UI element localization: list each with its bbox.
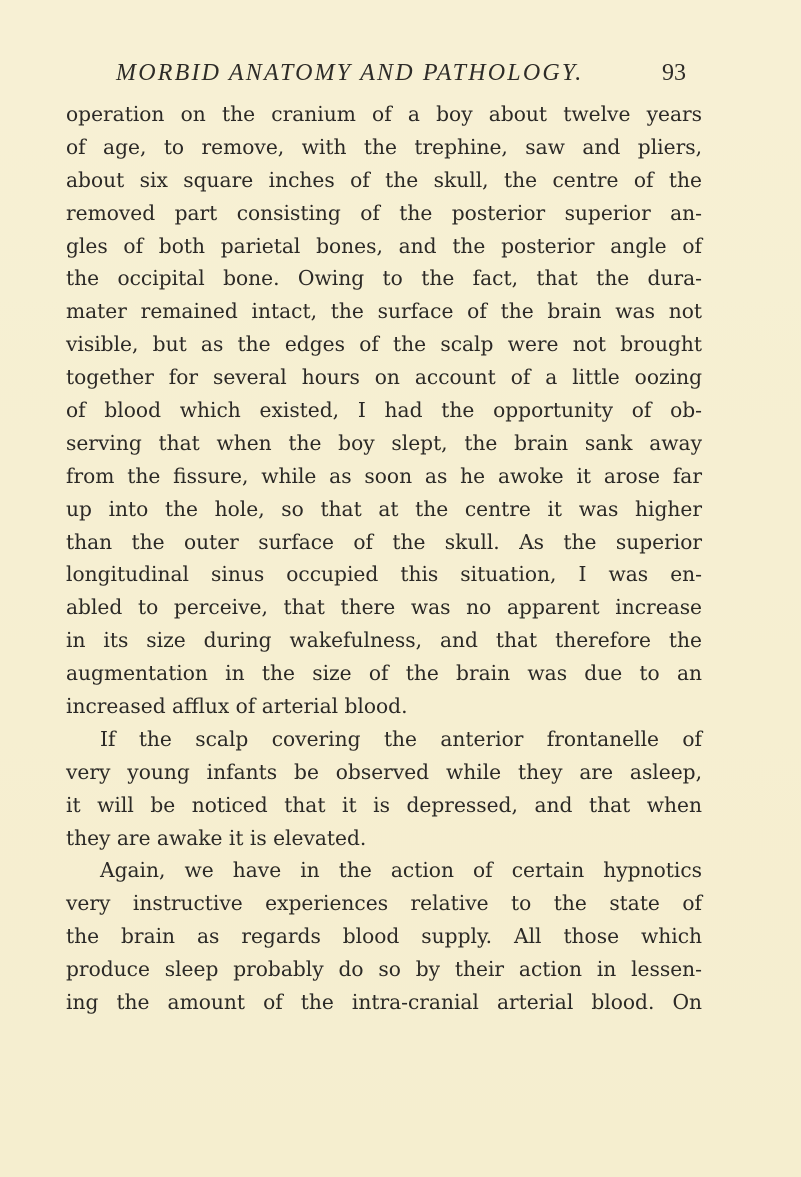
text-line: removed part consisting of the posterior superior an- — [66, 200, 702, 225]
text-line: than the outer surface of the skull. As the superior — [66, 529, 702, 554]
text-line: If the scalp covering the anterior frontanelle of — [100, 726, 702, 751]
body-text — [66, 98, 702, 1019]
text-line: mater remained intact, the surface of the brain was not — [66, 299, 702, 324]
text-line: it will be noticed that it is depressed, and that when — [66, 792, 702, 817]
text-line: augmentation in the size of the brain was due to an — [66, 661, 702, 686]
text-line: longitudinal sinus occupied this situation, I was en- — [66, 562, 702, 587]
text-line: up into the hole, so that at the centre it was higher — [66, 496, 702, 521]
text-line: of age, to remove, with the trephine, saw and pliers, — [66, 134, 702, 159]
page-number: 93 — [662, 60, 686, 86]
text-line: the occipital bone. Owing to the fact, that the dura- — [66, 266, 702, 291]
running-head — [116, 60, 686, 100]
text-line: from the fissure, while as soon as he awoke it arose far — [66, 463, 702, 488]
text-line: gles of both parietal bones, and the posterior angle of — [66, 233, 702, 258]
text-line: of blood which existed, I had the opportunity of ob- — [66, 398, 702, 423]
text-line: increased afflux of arterial blood. — [66, 694, 408, 719]
text-line: very young infants be observed while they are asleep, — [66, 759, 702, 784]
text-line: very instructive experiences relative to the state of — [66, 891, 702, 916]
text-line: operation on the cranium of a boy about twelve years — [66, 102, 702, 126]
text-line: abled to perceive, that there was no apparent increase — [66, 595, 702, 620]
text-line: ing the amount of the intra-cranial arterial blood. On — [66, 990, 702, 1015]
text-line: produce sleep probably do so by their action in lessen- — [66, 957, 702, 982]
text-line: about six square inches of the skull, the centre of the — [66, 167, 702, 192]
text-line: in its size during wakefulness, and that therefore the — [66, 628, 702, 653]
text-line: they are awake it is elevated. — [66, 825, 367, 850]
text-line: visible, but as the edges of the scalp were not brought — [66, 332, 702, 357]
text-line: Again, we have in the action of certain hypnotics — [100, 858, 702, 883]
text-line: together for several hours on account of a little oozing — [66, 365, 702, 390]
text-line: the brain as regards blood supply. All those which — [66, 924, 702, 949]
running-title: MORBID ANATOMY AND PATHOLOGY. — [116, 60, 584, 86]
text-line: serving that when the boy slept, the brain sank away — [66, 430, 702, 455]
